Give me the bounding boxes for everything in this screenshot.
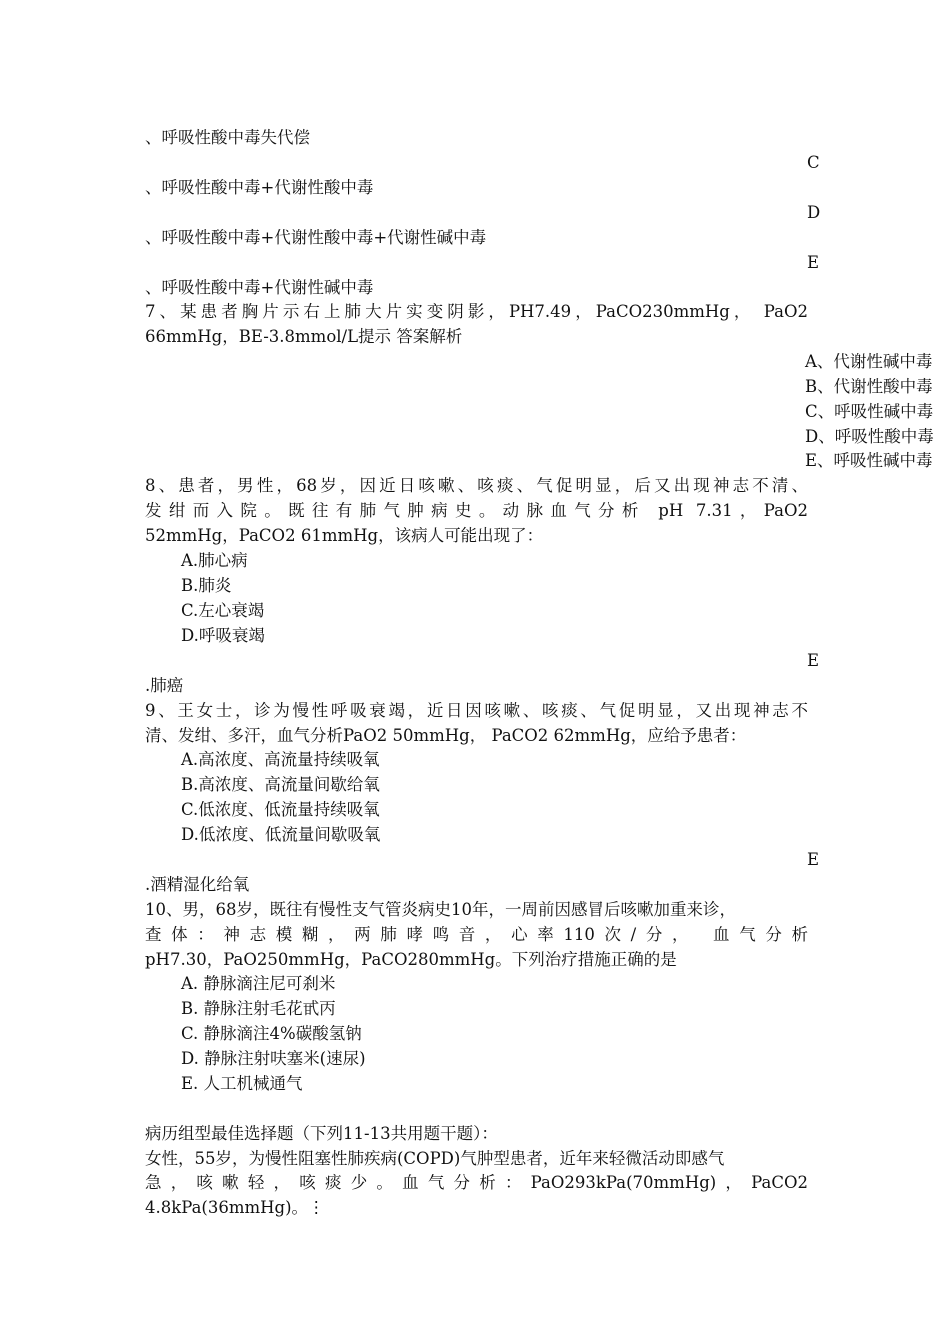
option-letter: E bbox=[807, 651, 820, 670]
option-line: 、呼吸性酸中毒+代谢性酸中毒 bbox=[145, 178, 374, 197]
question-7-text: 7、某患者胸片示右上肺大片实变阴影，PH7.49，PaCO230mmHg， PaO2 bbox=[145, 302, 808, 321]
question-7-option: B、代谢性酸中毒 bbox=[805, 377, 933, 396]
case-stem-text: 急，咳嗽轻，咳痰少。血气分析：PaO293kPa(70mmHg)，PaCO2 bbox=[145, 1173, 808, 1192]
case-stem-text: 4.8kPa(36mmHg)。⋮ bbox=[145, 1198, 325, 1217]
question-8-text: 52mmHg，PaCO2 61mmHg，该病人可能出现了： bbox=[145, 526, 544, 545]
question-7-option: D、呼吸性酸中毒 bbox=[805, 427, 934, 446]
question-7-option: E、呼吸性碱中毒 bbox=[805, 451, 933, 470]
question-9-option: A.高浓度、高流量持续吸氧 bbox=[181, 750, 380, 769]
section-heading: 病历组型最佳选择题（下列11-13共用题干题）： bbox=[145, 1124, 498, 1143]
question-10-text: 10、男，68岁，既往有慢性支气管炎病史10年，一周前因感冒后咳嗽加重来诊， bbox=[145, 900, 736, 919]
question-7-option: C、呼吸性碱中毒 bbox=[805, 402, 934, 421]
question-8-text: 发绀而入院。既往有肺气肿病史。动脉血气分析 pH 7.31，PaO2 bbox=[145, 501, 808, 520]
option-letter: E bbox=[807, 253, 820, 272]
question-10-option: D. 静脉注射呋塞米(速尿) bbox=[181, 1049, 366, 1068]
question-10-option: E. 人工机械通气 bbox=[181, 1074, 303, 1093]
question-9-option: C.低浓度、低流量持续吸氧 bbox=[181, 800, 380, 819]
question-10-option: C. 静脉滴注4%碳酸氢钠 bbox=[181, 1024, 362, 1043]
question-8-option: B.肺炎 bbox=[181, 576, 232, 595]
question-9-option: D.低浓度、低流量间歇吸氧 bbox=[181, 825, 381, 844]
question-8-text: 8、患者，男性，68岁，因近日咳嗽、咳痰、气促明显，后又出现神志不清、 bbox=[145, 476, 808, 495]
question-7-text: 66mmHg，BE-3.8mmol/L提示 答案解析 bbox=[145, 327, 463, 346]
question-9-option: B.高浓度、高流量间歇给氧 bbox=[181, 775, 380, 794]
question-9-text: 清、发绀、多汗，血气分析PaO2 50mmHg， PaCO2 62mmHg，应给予患者： bbox=[145, 726, 747, 745]
question-9-text: 9、王女士，诊为慢性呼吸衰竭，近日因咳嗽、咳痰、气促明显，又出现神志不 bbox=[145, 701, 808, 720]
question-9-option: .酒精湿化给氧 bbox=[145, 875, 250, 894]
question-10-text: pH7.30，PaO250mmHg，PaCO280mmHg。下列治疗措施正确的是 bbox=[145, 950, 677, 969]
question-8-option: .肺癌 bbox=[145, 676, 184, 695]
question-10-text: 查体：神志模糊，两肺哮鸣音，心率110次/分， 血气分析 bbox=[145, 925, 808, 944]
question-8-option: C.左心衰竭 bbox=[181, 601, 265, 620]
option-line: 、呼吸性酸中毒+代谢性酸中毒+代谢性碱中毒 bbox=[145, 228, 487, 247]
question-8-option: D.呼吸衰竭 bbox=[181, 626, 265, 645]
option-line: 、呼吸性酸中毒失代偿 bbox=[145, 128, 310, 147]
question-10-option: A. 静脉滴注尼可刹米 bbox=[181, 974, 336, 993]
question-10-option: B. 静脉注射毛花甙丙 bbox=[181, 999, 336, 1018]
option-letter: E bbox=[807, 850, 820, 869]
option-line: 、呼吸性酸中毒+代谢性碱中毒 bbox=[145, 278, 374, 297]
option-letter: C bbox=[807, 153, 820, 172]
option-letter: D bbox=[807, 203, 821, 222]
question-8-option: A.肺心病 bbox=[181, 551, 248, 570]
question-7-option: A、代谢性碱中毒 bbox=[805, 352, 933, 371]
case-stem-text: 女性，55岁，为慢性阻塞性肺疾病(COPD)气肿型患者，近年来轻微活动即感气 bbox=[145, 1149, 725, 1168]
